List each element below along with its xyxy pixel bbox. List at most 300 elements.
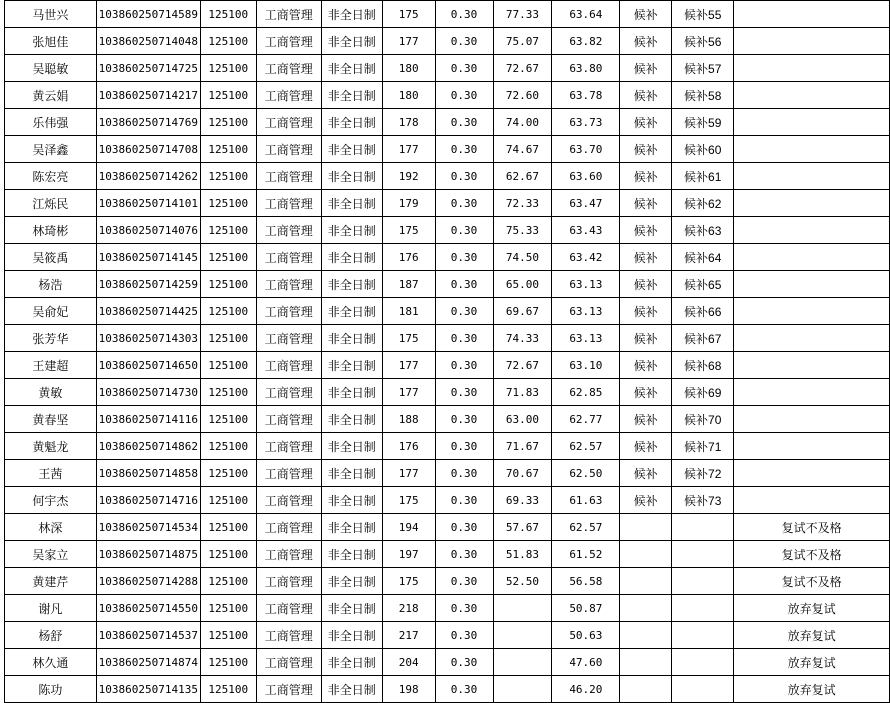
major-name: 工商管理 <box>256 325 321 352</box>
candidate-name: 黄建芹 <box>5 568 97 595</box>
interview-score: 65.00 <box>493 271 552 298</box>
weight: 0.30 <box>435 271 493 298</box>
admission-status: 候补 <box>620 352 672 379</box>
waitlist-rank: 候补69 <box>672 379 734 406</box>
admission-status: 候补 <box>620 298 672 325</box>
remark: 复试不及格 <box>734 568 890 595</box>
exam-id: 103860250714101 <box>96 190 200 217</box>
exam-id: 103860250714303 <box>96 325 200 352</box>
written-score: 176 <box>382 244 435 271</box>
total-score: 63.60 <box>552 163 620 190</box>
study-mode: 非全日制 <box>321 217 382 244</box>
candidate-name: 林琦彬 <box>5 217 97 244</box>
table-row <box>5 406 890 433</box>
candidate-name: 何宇杰 <box>5 487 97 514</box>
table-row <box>5 487 890 514</box>
major-code: 125100 <box>200 568 256 595</box>
major-code: 125100 <box>200 649 256 676</box>
major-name: 工商管理 <box>256 433 321 460</box>
written-score: 178 <box>382 109 435 136</box>
remark <box>734 55 890 82</box>
total-score: 63.47 <box>552 190 620 217</box>
interview-score: 75.07 <box>493 28 552 55</box>
written-score: 177 <box>382 136 435 163</box>
weight: 0.30 <box>435 622 493 649</box>
total-score: 63.13 <box>552 271 620 298</box>
interview-score: 75.33 <box>493 217 552 244</box>
remark: 放弃复试 <box>734 595 890 622</box>
written-score: 194 <box>382 514 435 541</box>
table-row <box>5 82 890 109</box>
written-score: 197 <box>382 541 435 568</box>
admission-status: 候补 <box>620 217 672 244</box>
total-score: 63.82 <box>552 28 620 55</box>
exam-id: 103860250714537 <box>96 622 200 649</box>
waitlist-rank: 候补68 <box>672 352 734 379</box>
major-code: 125100 <box>200 55 256 82</box>
exam-id: 103860250714425 <box>96 298 200 325</box>
table-row <box>5 433 890 460</box>
results-table <box>4 0 890 703</box>
major-code: 125100 <box>200 217 256 244</box>
remark <box>734 379 890 406</box>
weight: 0.30 <box>435 298 493 325</box>
exam-id: 103860250714116 <box>96 406 200 433</box>
remark: 复试不及格 <box>734 541 890 568</box>
admission-status: 候补 <box>620 433 672 460</box>
waitlist-rank <box>672 514 734 541</box>
table-row <box>5 298 890 325</box>
interview-score <box>493 676 552 703</box>
table-row <box>5 352 890 379</box>
weight: 0.30 <box>435 460 493 487</box>
admission-status: 候补 <box>620 190 672 217</box>
interview-score: 72.67 <box>493 352 552 379</box>
weight: 0.30 <box>435 136 493 163</box>
candidate-name: 吴泽鑫 <box>5 136 97 163</box>
table-row <box>5 622 890 649</box>
written-score: 177 <box>382 352 435 379</box>
interview-score: 57.67 <box>493 514 552 541</box>
major-name: 工商管理 <box>256 541 321 568</box>
major-code: 125100 <box>200 82 256 109</box>
exam-id: 103860250714135 <box>96 676 200 703</box>
major-name: 工商管理 <box>256 82 321 109</box>
remark <box>734 406 890 433</box>
written-score: 175 <box>382 325 435 352</box>
interview-score: 72.33 <box>493 190 552 217</box>
admission-status: 候补 <box>620 271 672 298</box>
table-row <box>5 325 890 352</box>
major-code: 125100 <box>200 1 256 28</box>
weight: 0.30 <box>435 595 493 622</box>
study-mode: 非全日制 <box>321 109 382 136</box>
total-score: 63.64 <box>552 1 620 28</box>
study-mode: 非全日制 <box>321 487 382 514</box>
total-score: 62.57 <box>552 514 620 541</box>
waitlist-rank: 候补64 <box>672 244 734 271</box>
total-score: 61.63 <box>552 487 620 514</box>
weight: 0.30 <box>435 406 493 433</box>
major-code: 125100 <box>200 136 256 163</box>
weight: 0.30 <box>435 1 493 28</box>
table-row <box>5 514 890 541</box>
table-row <box>5 595 890 622</box>
total-score: 61.52 <box>552 541 620 568</box>
waitlist-rank: 候补71 <box>672 433 734 460</box>
weight: 0.30 <box>435 649 493 676</box>
major-code: 125100 <box>200 271 256 298</box>
exam-id: 103860250714716 <box>96 487 200 514</box>
candidate-name: 王茜 <box>5 460 97 487</box>
admission-status: 候补 <box>620 1 672 28</box>
table-row <box>5 109 890 136</box>
study-mode: 非全日制 <box>321 379 382 406</box>
written-score: 180 <box>382 55 435 82</box>
study-mode: 非全日制 <box>321 1 382 28</box>
major-name: 工商管理 <box>256 595 321 622</box>
exam-id: 103860250714076 <box>96 217 200 244</box>
waitlist-rank: 候补66 <box>672 298 734 325</box>
admission-status: 候补 <box>620 460 672 487</box>
exam-id: 103860250714048 <box>96 28 200 55</box>
table-row <box>5 1 890 28</box>
major-name: 工商管理 <box>256 271 321 298</box>
total-score: 63.13 <box>552 325 620 352</box>
weight: 0.30 <box>435 487 493 514</box>
major-code: 125100 <box>200 109 256 136</box>
total-score: 63.42 <box>552 244 620 271</box>
candidate-name: 吴聪敏 <box>5 55 97 82</box>
exam-id: 103860250714262 <box>96 163 200 190</box>
total-score: 46.20 <box>552 676 620 703</box>
candidate-name: 吴筱禹 <box>5 244 97 271</box>
major-name: 工商管理 <box>256 298 321 325</box>
waitlist-rank: 候补73 <box>672 487 734 514</box>
interview-score: 71.83 <box>493 379 552 406</box>
major-code: 125100 <box>200 379 256 406</box>
weight: 0.30 <box>435 325 493 352</box>
written-score: 192 <box>382 163 435 190</box>
candidate-name: 吴俞妃 <box>5 298 97 325</box>
weight: 0.30 <box>435 217 493 244</box>
total-score: 63.73 <box>552 109 620 136</box>
remark: 放弃复试 <box>734 676 890 703</box>
table-row <box>5 163 890 190</box>
table-row <box>5 217 890 244</box>
written-score: 179 <box>382 190 435 217</box>
major-code: 125100 <box>200 28 256 55</box>
written-score: 175 <box>382 217 435 244</box>
exam-id: 103860250714145 <box>96 244 200 271</box>
admission-status <box>620 568 672 595</box>
major-code: 125100 <box>200 514 256 541</box>
total-score: 63.10 <box>552 352 620 379</box>
exam-id: 103860250714862 <box>96 433 200 460</box>
major-name: 工商管理 <box>256 649 321 676</box>
remark <box>734 244 890 271</box>
remark <box>734 217 890 244</box>
remark: 放弃复试 <box>734 622 890 649</box>
written-score: 175 <box>382 1 435 28</box>
major-code: 125100 <box>200 325 256 352</box>
candidate-name: 吴家立 <box>5 541 97 568</box>
interview-score: 63.00 <box>493 406 552 433</box>
exam-id: 103860250714259 <box>96 271 200 298</box>
candidate-name: 马世兴 <box>5 1 97 28</box>
study-mode: 非全日制 <box>321 541 382 568</box>
interview-score <box>493 622 552 649</box>
study-mode: 非全日制 <box>321 433 382 460</box>
remark <box>734 163 890 190</box>
table-row <box>5 568 890 595</box>
candidate-name: 黄春坚 <box>5 406 97 433</box>
major-name: 工商管理 <box>256 352 321 379</box>
weight: 0.30 <box>435 163 493 190</box>
weight: 0.30 <box>435 379 493 406</box>
total-score: 63.78 <box>552 82 620 109</box>
weight: 0.30 <box>435 244 493 271</box>
study-mode: 非全日制 <box>321 136 382 163</box>
admission-status <box>620 541 672 568</box>
exam-id: 103860250714874 <box>96 649 200 676</box>
admission-status <box>620 514 672 541</box>
remark <box>734 109 890 136</box>
major-code: 125100 <box>200 406 256 433</box>
table-row <box>5 55 890 82</box>
weight: 0.30 <box>435 109 493 136</box>
admission-status: 候补 <box>620 82 672 109</box>
written-score: 187 <box>382 271 435 298</box>
waitlist-rank: 候补65 <box>672 271 734 298</box>
admission-status: 候补 <box>620 136 672 163</box>
major-code: 125100 <box>200 298 256 325</box>
interview-score <box>493 649 552 676</box>
admission-status: 候补 <box>620 379 672 406</box>
written-score: 204 <box>382 649 435 676</box>
study-mode: 非全日制 <box>321 190 382 217</box>
study-mode: 非全日制 <box>321 82 382 109</box>
total-score: 62.50 <box>552 460 620 487</box>
admission-status: 候补 <box>620 163 672 190</box>
written-score: 180 <box>382 82 435 109</box>
table-row <box>5 28 890 55</box>
weight: 0.30 <box>435 190 493 217</box>
candidate-name: 杨舒 <box>5 622 97 649</box>
candidate-name: 张芳华 <box>5 325 97 352</box>
study-mode: 非全日制 <box>321 325 382 352</box>
remark <box>734 136 890 163</box>
major-code: 125100 <box>200 244 256 271</box>
interview-score: 72.60 <box>493 82 552 109</box>
waitlist-rank <box>672 676 734 703</box>
written-score: 175 <box>382 568 435 595</box>
exam-id: 103860250714730 <box>96 379 200 406</box>
remark <box>734 82 890 109</box>
weight: 0.30 <box>435 568 493 595</box>
admission-status <box>620 595 672 622</box>
admission-status <box>620 622 672 649</box>
candidate-name: 杨浩 <box>5 271 97 298</box>
interview-score: 74.33 <box>493 325 552 352</box>
weight: 0.30 <box>435 676 493 703</box>
table-row <box>5 460 890 487</box>
interview-score: 51.83 <box>493 541 552 568</box>
candidate-name: 江烁民 <box>5 190 97 217</box>
study-mode: 非全日制 <box>321 649 382 676</box>
total-score: 47.60 <box>552 649 620 676</box>
exam-id: 103860250714534 <box>96 514 200 541</box>
exam-id: 103860250714708 <box>96 136 200 163</box>
written-score: 188 <box>382 406 435 433</box>
waitlist-rank: 候补70 <box>672 406 734 433</box>
major-code: 125100 <box>200 433 256 460</box>
table-row <box>5 649 890 676</box>
major-name: 工商管理 <box>256 460 321 487</box>
study-mode: 非全日制 <box>321 514 382 541</box>
total-score: 50.63 <box>552 622 620 649</box>
table-row <box>5 244 890 271</box>
major-name: 工商管理 <box>256 190 321 217</box>
exam-id: 103860250714550 <box>96 595 200 622</box>
total-score: 56.58 <box>552 568 620 595</box>
major-code: 125100 <box>200 676 256 703</box>
weight: 0.30 <box>435 541 493 568</box>
candidate-name: 王建超 <box>5 352 97 379</box>
interview-score: 69.67 <box>493 298 552 325</box>
table-row <box>5 379 890 406</box>
candidate-name: 乐伟强 <box>5 109 97 136</box>
major-name: 工商管理 <box>256 244 321 271</box>
written-score: 217 <box>382 622 435 649</box>
exam-id: 103860250714650 <box>96 352 200 379</box>
exam-id: 103860250714288 <box>96 568 200 595</box>
candidate-name: 林深 <box>5 514 97 541</box>
admission-status: 候补 <box>620 244 672 271</box>
written-score: 176 <box>382 433 435 460</box>
major-name: 工商管理 <box>256 676 321 703</box>
study-mode: 非全日制 <box>321 676 382 703</box>
interview-score: 74.67 <box>493 136 552 163</box>
interview-score: 62.67 <box>493 163 552 190</box>
table-row <box>5 541 890 568</box>
written-score: 177 <box>382 28 435 55</box>
major-name: 工商管理 <box>256 136 321 163</box>
interview-score: 74.50 <box>493 244 552 271</box>
exam-id: 103860250714858 <box>96 460 200 487</box>
weight: 0.30 <box>435 55 493 82</box>
admission-status: 候补 <box>620 325 672 352</box>
major-code: 125100 <box>200 541 256 568</box>
candidate-name: 黄云娟 <box>5 82 97 109</box>
waitlist-rank: 候补55 <box>672 1 734 28</box>
interview-score: 71.67 <box>493 433 552 460</box>
written-score: 177 <box>382 460 435 487</box>
written-score: 218 <box>382 595 435 622</box>
remark <box>734 352 890 379</box>
admission-status: 候补 <box>620 487 672 514</box>
major-code: 125100 <box>200 595 256 622</box>
major-name: 工商管理 <box>256 487 321 514</box>
major-code: 125100 <box>200 622 256 649</box>
table-row <box>5 676 890 703</box>
major-code: 125100 <box>200 460 256 487</box>
admission-status: 候补 <box>620 55 672 82</box>
admission-status: 候补 <box>620 109 672 136</box>
major-name: 工商管理 <box>256 109 321 136</box>
total-score: 63.70 <box>552 136 620 163</box>
major-name: 工商管理 <box>256 406 321 433</box>
total-score: 62.57 <box>552 433 620 460</box>
waitlist-rank <box>672 595 734 622</box>
exam-id: 103860250714769 <box>96 109 200 136</box>
remark <box>734 325 890 352</box>
major-code: 125100 <box>200 487 256 514</box>
waitlist-rank: 候补67 <box>672 325 734 352</box>
major-name: 工商管理 <box>256 28 321 55</box>
candidate-name: 林久通 <box>5 649 97 676</box>
table-body <box>5 1 890 703</box>
total-score: 62.77 <box>552 406 620 433</box>
waitlist-rank: 候补72 <box>672 460 734 487</box>
waitlist-rank: 候补56 <box>672 28 734 55</box>
remark <box>734 1 890 28</box>
waitlist-rank: 候补60 <box>672 136 734 163</box>
major-name: 工商管理 <box>256 163 321 190</box>
candidate-name: 谢凡 <box>5 595 97 622</box>
remark <box>734 298 890 325</box>
admission-status <box>620 649 672 676</box>
waitlist-rank <box>672 649 734 676</box>
study-mode: 非全日制 <box>321 298 382 325</box>
waitlist-rank: 候补63 <box>672 217 734 244</box>
weight: 0.30 <box>435 82 493 109</box>
weight: 0.30 <box>435 352 493 379</box>
written-score: 175 <box>382 487 435 514</box>
major-name: 工商管理 <box>256 568 321 595</box>
remark: 放弃复试 <box>734 649 890 676</box>
candidate-name: 黄魁龙 <box>5 433 97 460</box>
exam-id: 103860250714589 <box>96 1 200 28</box>
total-score: 62.85 <box>552 379 620 406</box>
study-mode: 非全日制 <box>321 352 382 379</box>
candidate-name: 陈功 <box>5 676 97 703</box>
weight: 0.30 <box>435 514 493 541</box>
remark: 复试不及格 <box>734 514 890 541</box>
major-name: 工商管理 <box>256 55 321 82</box>
exam-id: 103860250714875 <box>96 541 200 568</box>
table-row <box>5 190 890 217</box>
interview-score: 74.00 <box>493 109 552 136</box>
candidate-name: 陈宏亮 <box>5 163 97 190</box>
major-code: 125100 <box>200 163 256 190</box>
major-name: 工商管理 <box>256 1 321 28</box>
table-row <box>5 271 890 298</box>
waitlist-rank: 候补61 <box>672 163 734 190</box>
study-mode: 非全日制 <box>321 244 382 271</box>
waitlist-rank: 候补62 <box>672 190 734 217</box>
remark <box>734 190 890 217</box>
remark <box>734 460 890 487</box>
interview-score: 70.67 <box>493 460 552 487</box>
written-score: 198 <box>382 676 435 703</box>
interview-score: 52.50 <box>493 568 552 595</box>
study-mode: 非全日制 <box>321 622 382 649</box>
major-code: 125100 <box>200 352 256 379</box>
table-row <box>5 136 890 163</box>
exam-id: 103860250714725 <box>96 55 200 82</box>
waitlist-rank: 候补57 <box>672 55 734 82</box>
